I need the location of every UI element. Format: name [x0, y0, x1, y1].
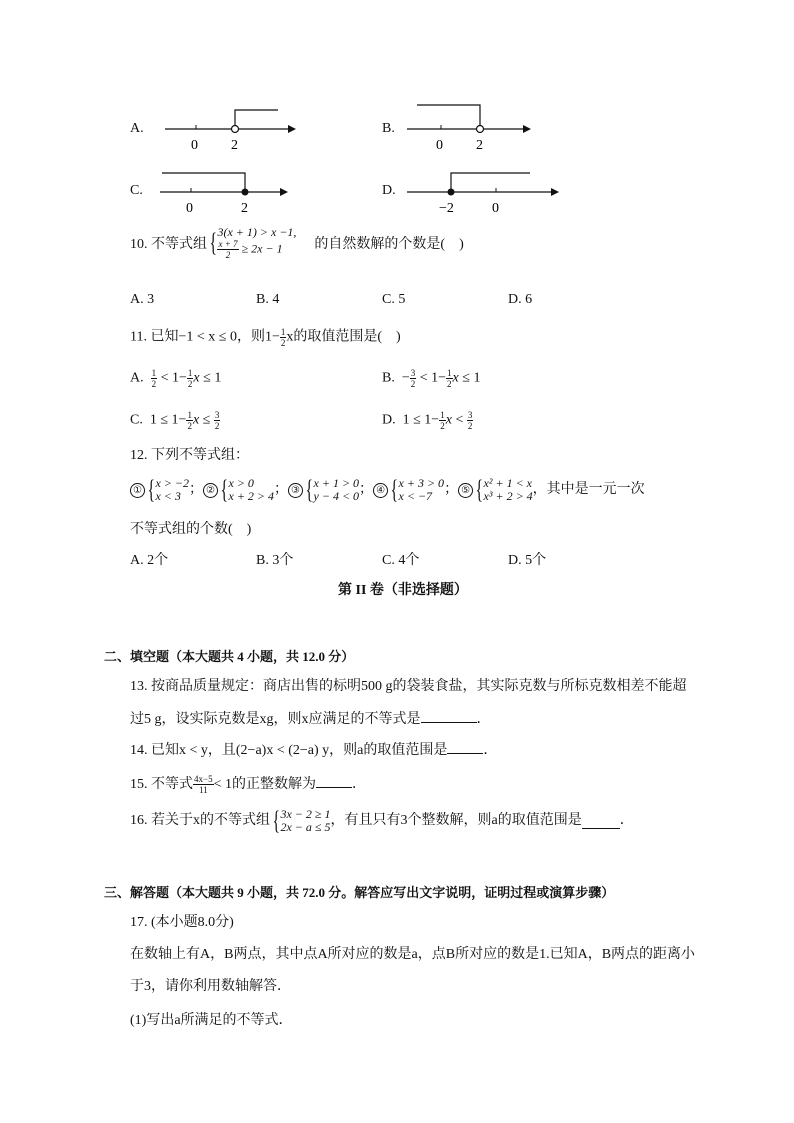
- q12-item1-num: ①: [130, 483, 145, 498]
- q9-option-a-numberline: [160, 104, 300, 154]
- q12-item5-num: ⑤: [458, 483, 473, 498]
- q11-choice-b[interactable]: B. − $\frac{3}{2}$ < 1− $\frac{1}{2}$ x ≤ 1: [382, 368, 481, 389]
- q9-option-c-label[interactable]: C.: [130, 183, 143, 198]
- q9-option-d-label[interactable]: D.: [382, 183, 396, 198]
- q14-answer-blank[interactable]: [447, 739, 483, 754]
- sec2-title: 二、填空题（本大题共 4 小题，共 12.0 分）: [104, 649, 355, 664]
- q15-answer-blank[interactable]: [316, 773, 352, 788]
- q10-row2-num: x + 7: [218, 239, 238, 249]
- q16-answer-blank[interactable]: [582, 814, 620, 829]
- q12-stem: 12. 下列不等式组：: [130, 448, 249, 463]
- tick-label: 0: [186, 201, 193, 216]
- q10-choice-d[interactable]: D. 6: [508, 292, 533, 307]
- q15: 15. 不等式 $\frac{4x-5}{11}$ < 1的正整数解为 ．: [130, 774, 366, 796]
- q10-stem: [130, 225, 464, 260]
- q13-line1: 13. 按商品质量规定：商店出售的标明500 g的袋装食盐，其实际克数与所标克数相差不能超: [130, 679, 687, 694]
- q11-choice-c[interactable]: C. 1 ≤ 1− $\frac{1}{2}$ x ≤ $\frac{3}{2}$: [130, 410, 220, 431]
- q12-systems: ① { x > −2 x < 3 ； ② { x > 0 x + 2 > 4 ； ③ { x + 1 > 0 y − 4 < 0 ； ④ { x + 3 > 0 x < −7 ； ⑤ { x² + 1 < x x³ + 2 > 4 ，其中是一元一次: [130, 477, 645, 503]
- q12-line2: 不等式组的个数( ): [130, 522, 252, 537]
- tick-label: −2: [439, 201, 454, 216]
- tick-label: 0: [191, 138, 198, 153]
- q17-line2: 于3，请你利用数轴解答．: [130, 979, 291, 994]
- q12-item4-num: ④: [373, 483, 388, 498]
- q12-choice-a[interactable]: A. 2个: [130, 553, 169, 568]
- q12-choice-d[interactable]: D. 5个: [508, 553, 547, 568]
- q13-line2: 过5 g，设实际克数是xg，则x应满足的不等式是 ．: [130, 708, 491, 729]
- q11-choice-a[interactable]: A. $\frac{1}{2}$ < 1− $\frac{1}{2}$ x ≤ 1: [130, 368, 222, 389]
- q10-suffix: 的自然数解的个数是( ): [314, 237, 464, 252]
- q10-choice-c[interactable]: C. 5: [382, 292, 406, 307]
- q12-item2-num: ②: [203, 483, 218, 498]
- part2-title: 第 II 卷（非选择题）: [338, 583, 468, 598]
- q12-choice-b[interactable]: B. 3个: [256, 553, 294, 568]
- q9-option-c-numberline: [158, 166, 298, 216]
- q12-tail: 其中是一元一次: [546, 482, 645, 497]
- q10-row2-tail: ≥ 2x − 1: [241, 241, 283, 256]
- tick-label: 2: [476, 138, 483, 153]
- q17-line1: 在数轴上有A，B两点，其中点A所对应的数是a，点B所对应的数是1.已知A，B两点的距离小: [130, 947, 696, 962]
- q9-option-b-numberline: [405, 100, 535, 154]
- q10-system: { 3(x + 1) > x −1, $\frac{x + 7}{2}$ ≥ 2x − 1: [209, 225, 297, 260]
- q11-choice-d[interactable]: D. 1 ≤ 1− $\frac{1}{2}$ x < $\frac{3}{2}$: [382, 410, 473, 431]
- sec3-title: 三、解答题（本大题共 9 小题，共 72.0 分。解答应写出文字说明，证明过程或演算步骤）: [104, 885, 615, 900]
- q10-row1: 3(x + 1) > x −1,: [217, 225, 297, 239]
- q9-option-a-label[interactable]: A.: [130, 121, 144, 136]
- tick-label: 2: [241, 201, 248, 216]
- q13-answer-blank[interactable]: [421, 708, 477, 723]
- q10-prefix: 10. 不等式组: [130, 237, 207, 252]
- tick-label: 2: [231, 138, 238, 153]
- q10-row2-den: 2: [225, 250, 231, 260]
- q10-choice-b[interactable]: B. 4: [256, 292, 280, 307]
- tick-label: 0: [436, 138, 443, 153]
- q10-choice-a[interactable]: A. 3: [130, 292, 155, 307]
- q16: 16. 若关于x的不等式组 { 3x − 2 ≥ 1 2x − a ≤ 5 ，有且只有3个整数解，则a的取值范围是 ．: [130, 806, 634, 835]
- tick-label: 0: [492, 201, 499, 216]
- q14: 14. 已知x < y，且(2−a)x < (2−a) y，则a的取值范围是 ．: [130, 739, 497, 760]
- q12-item3-num: ③: [288, 483, 303, 498]
- q12-choice-c[interactable]: C. 4个: [382, 553, 420, 568]
- q17-sub1: (1)写出a所满足的不等式．: [130, 1013, 293, 1028]
- q11-stem: 11. 已知−1 < x ≤ 0，则1− $\frac{1}{2}$ x的取值范围是( ): [130, 327, 401, 348]
- q9-option-b-label[interactable]: B.: [382, 121, 395, 136]
- q9-option-d-numberline: [405, 166, 565, 216]
- q17-head: 17. (本小题8.0分): [130, 915, 234, 930]
